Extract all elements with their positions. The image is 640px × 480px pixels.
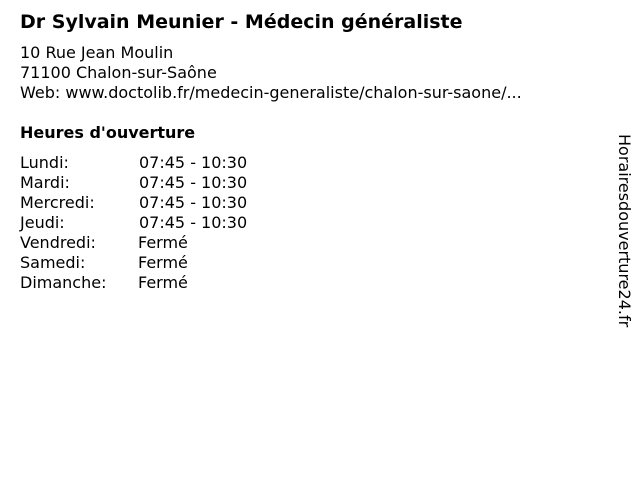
day-label: Lundi: — [20, 153, 69, 172]
hours-value: Fermé — [138, 273, 188, 292]
day-label: Vendredi: — [20, 233, 96, 252]
hours-row-sunday — [20, 273, 247, 293]
hours-row-monday — [20, 153, 247, 173]
opening-hours-heading: Heures d'ouverture — [20, 123, 196, 142]
day-label: Mardi: — [20, 173, 70, 192]
hours-row-friday — [20, 233, 247, 253]
hours-value: 07:45 - 10:30 — [139, 173, 248, 192]
day-label: Samedi: — [20, 253, 86, 272]
address-block — [20, 43, 522, 103]
street-address: 10 Rue Jean Moulin — [20, 43, 174, 62]
day-label: Jeudi: — [20, 213, 65, 232]
hours-row-wednesday — [20, 193, 247, 213]
day-label: Mercredi: — [20, 193, 95, 212]
hours-value: 07:45 - 10:30 — [139, 213, 248, 232]
page-title: Dr Sylvain Meunier - Médecin généraliste — [20, 11, 463, 33]
watermark-text: Horairesdouverture24.fr — [615, 134, 634, 328]
city-address: 71100 Chalon-sur-Saône — [20, 63, 217, 82]
hours-row-tuesday — [20, 173, 247, 193]
hours-value: Fermé — [138, 233, 188, 252]
hours-row-thursday — [20, 213, 247, 233]
hours-row-saturday — [20, 253, 247, 273]
hours-value: Fermé — [138, 253, 188, 272]
opening-hours-table — [20, 153, 247, 293]
hours-value: 07:45 - 10:30 — [139, 153, 248, 172]
day-label: Dimanche: — [20, 273, 107, 292]
hours-value: 07:45 - 10:30 — [139, 193, 248, 212]
website-link[interactable]: Web: www.doctolib.fr/medecin-generaliste/chalon-sur-saone/... — [20, 83, 522, 102]
